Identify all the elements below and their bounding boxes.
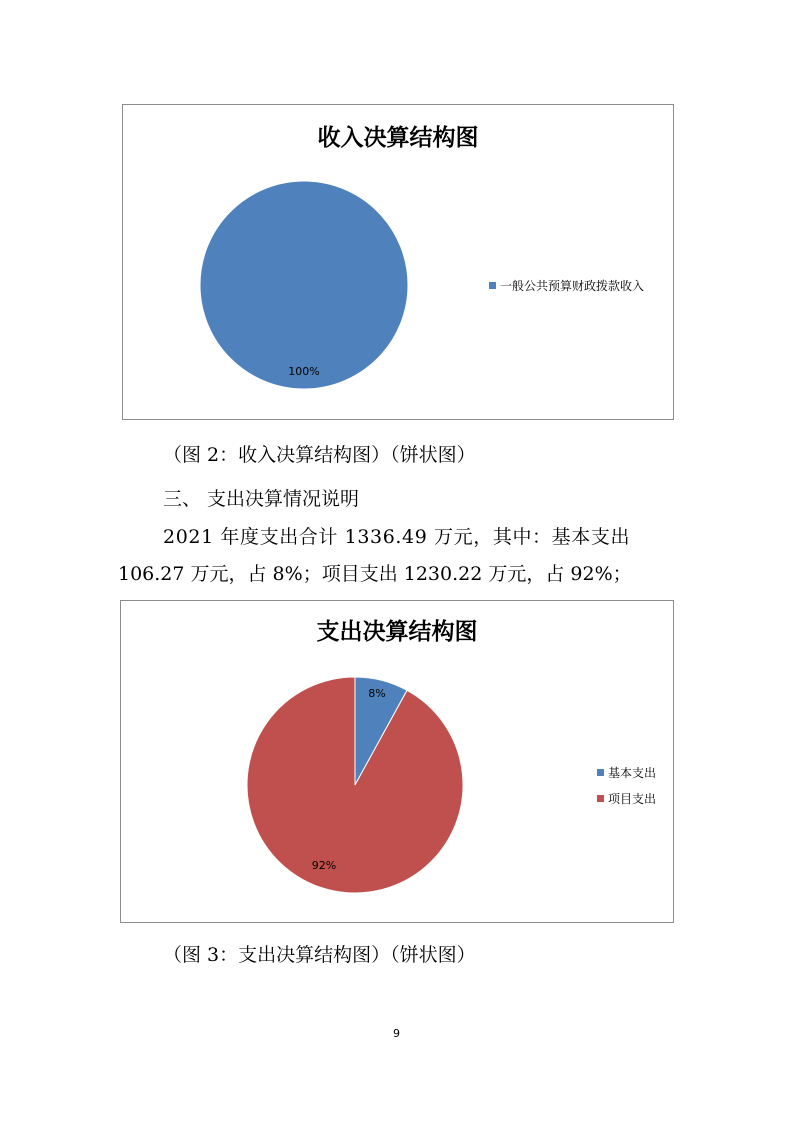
income-chart-title: 收入决算结构图 (317, 125, 479, 151)
legend-item-project-expenditure (597, 790, 656, 807)
income-slice-1 (200, 181, 408, 389)
legend-swatch (489, 282, 496, 289)
expenditure-chart-title: 支出决算结构图 (316, 619, 478, 645)
body-paragraph-line1: 2021 年度支出合计 1336.49 万元，其中：基本支出 (163, 526, 631, 548)
body-paragraph-line2: 106.27 万元，占 8%；项目支出 1230.22 万元，占 92%； (118, 563, 632, 585)
page-number: 9 (393, 1027, 400, 1040)
legend-item-basic-expenditure (597, 764, 656, 781)
expenditure-chart (120, 600, 674, 923)
expenditure-data-label-1: 8% (368, 687, 386, 700)
legend-label: 基本支出 (608, 766, 657, 780)
caption-fig3: （图 3：支出决算结构图）（饼状图） (163, 944, 476, 966)
legend-swatch (597, 769, 604, 776)
legend-swatch (597, 795, 604, 802)
caption-fig2: （图 2：收入决算结构图）（饼状图） (163, 444, 476, 466)
legend-label: 项目支出 (608, 792, 657, 806)
expenditure-data-label-2: 92% (311, 859, 337, 872)
section-heading: 三、 支出决算情况说明 (163, 488, 360, 510)
expenditure-pie (121, 601, 675, 924)
income-data-label-1: 100% (288, 365, 320, 378)
expenditure-slice-2 (247, 677, 463, 893)
income-pie (123, 105, 675, 421)
legend-item-general-budget (489, 277, 644, 294)
legend-label: 一般公共预算财政拨款收入 (500, 279, 645, 293)
expenditure-legend (597, 764, 656, 816)
income-legend (489, 277, 644, 303)
income-chart (122, 104, 674, 420)
